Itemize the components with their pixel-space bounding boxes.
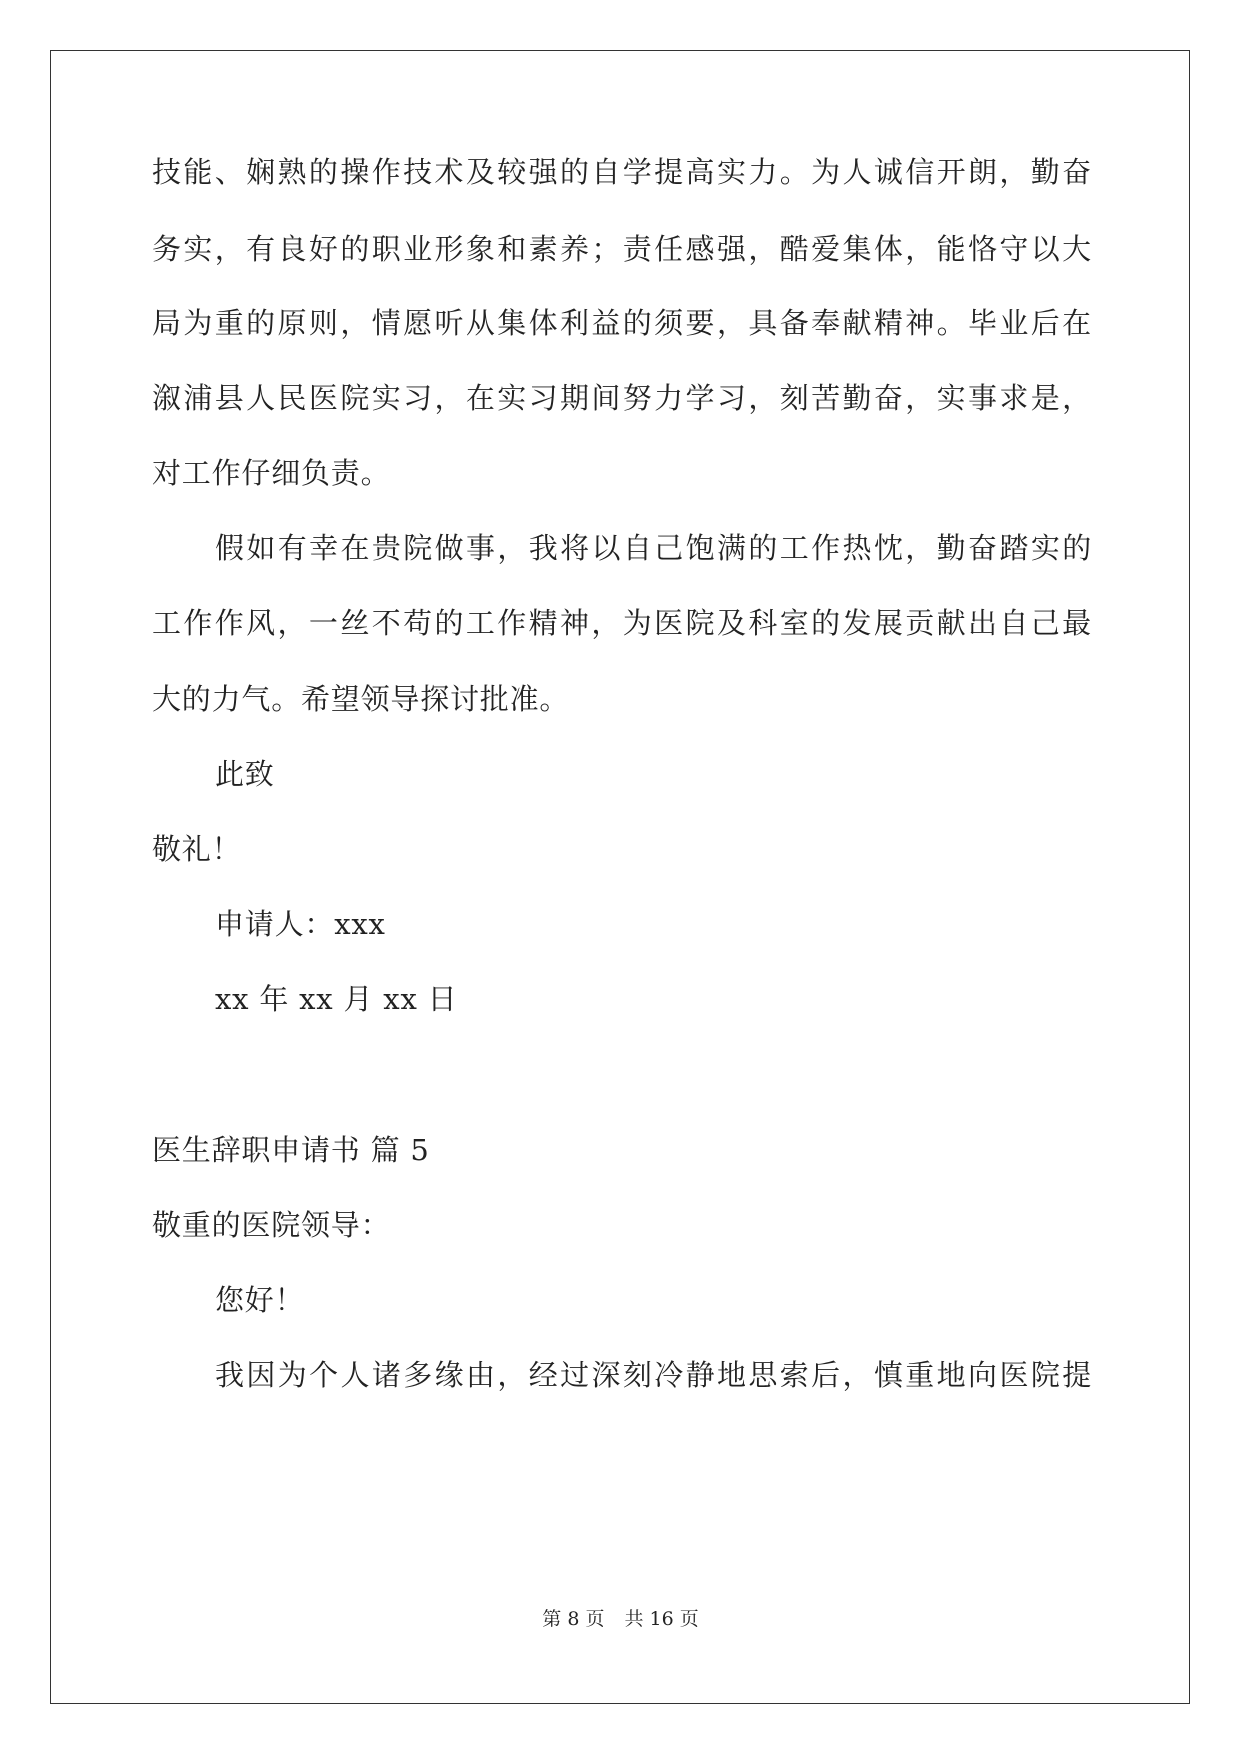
paragraph-2-line-3: 大的力气。希望领导探讨批准。 <box>152 682 570 716</box>
applicant-signature: 申请人：xxx <box>215 907 386 941</box>
paragraph-2-line-1: 假如有幸在贵院做事，我将以自己饱满的工作热忱，勤奋踏实的 <box>215 531 1092 565</box>
closing-jingli: 敬礼！ <box>152 832 242 866</box>
page-number: 第 8 页 <box>542 1608 605 1630</box>
page-border <box>50 50 1190 1704</box>
body-text-line-1: 技能、娴熟的操作技术及较强的自学提高实力。为人诚信开朗，勤奋 <box>152 155 1092 189</box>
greeting: 您好！ <box>215 1283 305 1317</box>
letter-body-line-1: 我因为个人诸多缘由，经过深刻冷静地思索后，慎重地向医院提 <box>215 1358 1092 1392</box>
body-text-line-3: 局为重的原则，情愿听从集体利益的须要，具备奉献精神。毕业后在 <box>152 306 1092 340</box>
body-text-line-4: 溆浦县人民医院实习，在实习期间努力学习，刻苦勤奋，实事求是， <box>152 381 1092 415</box>
body-text-line-2: 务实，有良好的职业形象和素养；责任感强，酷爱集体，能恪守以大 <box>152 232 1092 266</box>
page-total: 共 16 页 <box>624 1608 699 1630</box>
salutation: 敬重的医院领导： <box>152 1208 391 1242</box>
paragraph-2-line-2: 工作作风，一丝不苟的工作精神，为医院及科室的发展贡献出自己最 <box>152 606 1092 640</box>
section-heading: 医生辞职申请书 篇 5 <box>152 1133 430 1167</box>
closing-cizhi: 此致 <box>215 757 275 791</box>
body-text-line-5: 对工作仔细负责。 <box>152 456 391 490</box>
signature-date: xx 年 xx 月 xx 日 <box>215 982 458 1016</box>
page-footer <box>0 1607 1241 1631</box>
